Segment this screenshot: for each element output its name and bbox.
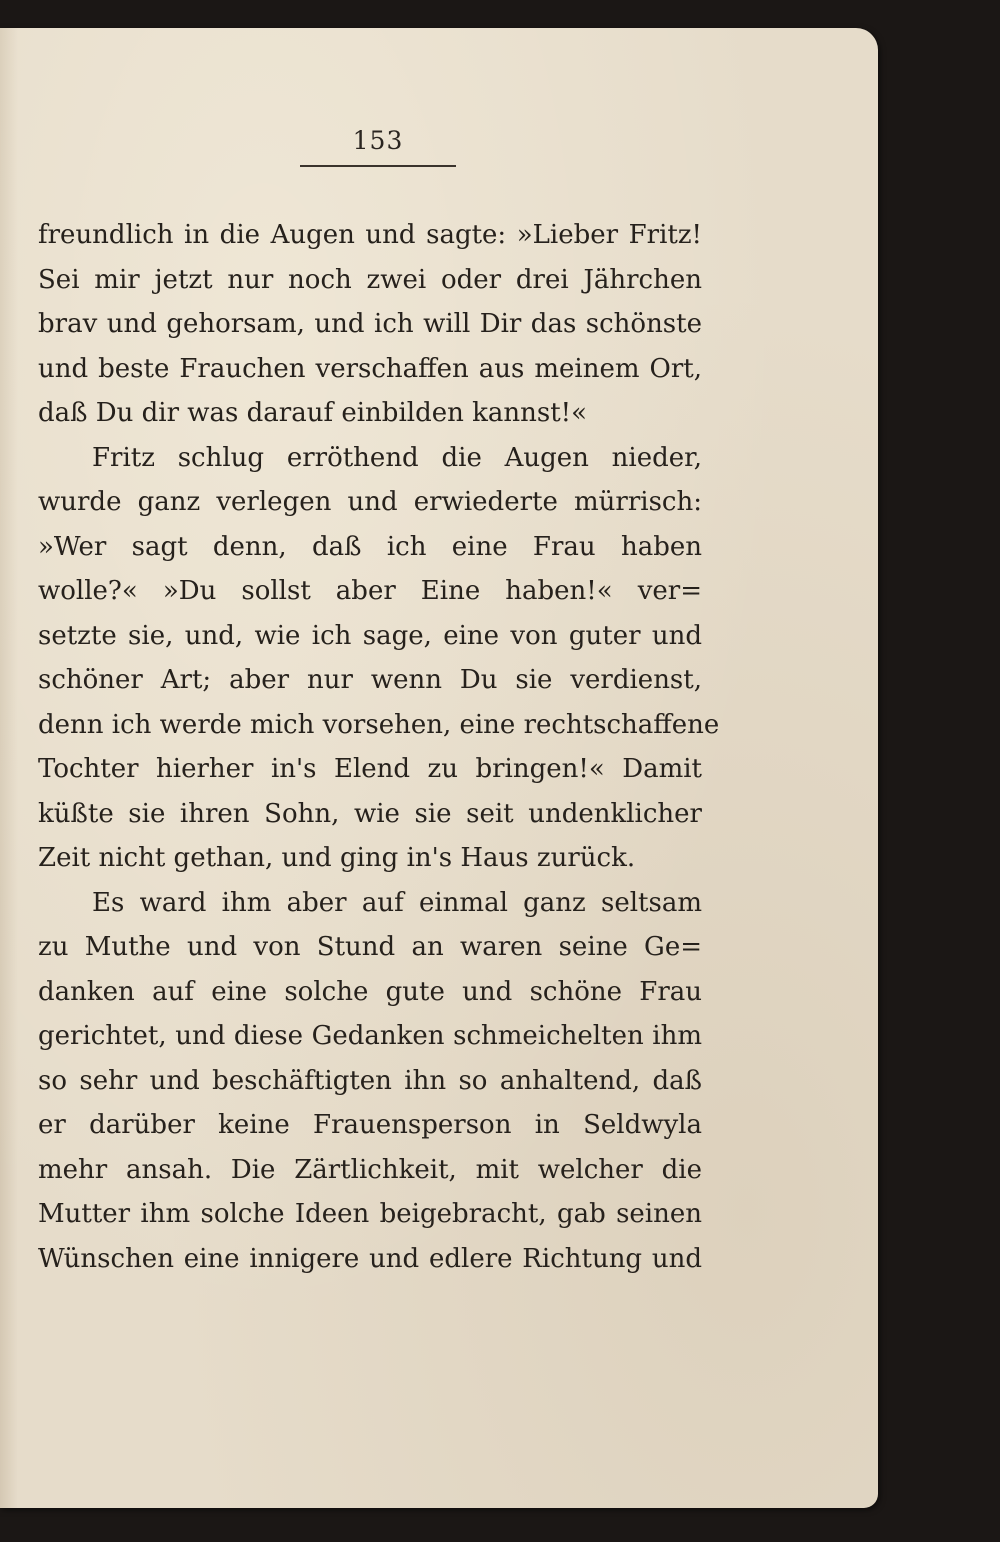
text-line: Mutter ihm solche Ideen beigebracht, gab seinen (38, 1199, 702, 1229)
text-line: brav und gehorsam, und ich will Dir das schönste (38, 309, 702, 339)
page-number: 153 (352, 126, 404, 155)
text-line: daß Du dir was darauf einbilden kannst!« (38, 398, 588, 428)
text-line: danken auf eine solche gute und schöne Frau (38, 976, 702, 1007)
text-line: Wünschen eine innigere und edlere Richtung und (38, 1243, 702, 1274)
text-line: so sehr und beschäftigten ihn so anhaltend, daß (38, 1065, 702, 1096)
text-line: wurde ganz verlegen und erwiederte mürrisch: (38, 487, 702, 517)
text-line: zu Muthe und von Stund an waren seine Ge= (38, 932, 702, 962)
text-line: freundlich in die Augen und sagte: »Lieber Fritz! (38, 220, 702, 250)
text-line: Fritz schlug erröthend die Augen nieder, (92, 442, 702, 473)
book-page (0, 28, 878, 1508)
text-line: gerichtet, und diese Gedanken schmeichelten ihm (38, 1021, 702, 1051)
text-line: Es ward ihm aber auf einmal ganz seltsam (92, 887, 702, 918)
text-line: Zeit nicht gethan, und ging in's Haus zurück. (38, 843, 636, 873)
text-line: setzte sie, und, wie ich sage, eine von guter und (38, 620, 702, 651)
text-line: »Wer sagt denn, daß ich eine Frau haben (38, 531, 702, 562)
body-text (38, 213, 720, 1281)
text-line: mehr ansah. Die Zärtlichkeit, mit welcher die (38, 1154, 702, 1185)
text-line: er darüber keine Frauensperson in Seldwyla (38, 1110, 702, 1140)
text-line: küßte sie ihren Sohn, wie sie seit undenklicher (38, 798, 702, 829)
text-line: schöner Art; aber nur wenn Du sie verdienst, (38, 665, 702, 695)
text-line: Sei mir jetzt nur noch zwei oder drei Jährchen (38, 264, 702, 295)
text-line: wolle?« »Du sollst aber Eine haben!« ver= (38, 576, 702, 606)
text-line: und beste Frauchen verschaffen aus meinem Ort, (38, 353, 702, 384)
header-rule (300, 165, 456, 167)
text-line: denn ich werde mich vorsehen, eine rechtschaffene (38, 709, 720, 740)
text-line: Tochter hierher in's Elend zu bringen!« Damit (38, 754, 702, 784)
